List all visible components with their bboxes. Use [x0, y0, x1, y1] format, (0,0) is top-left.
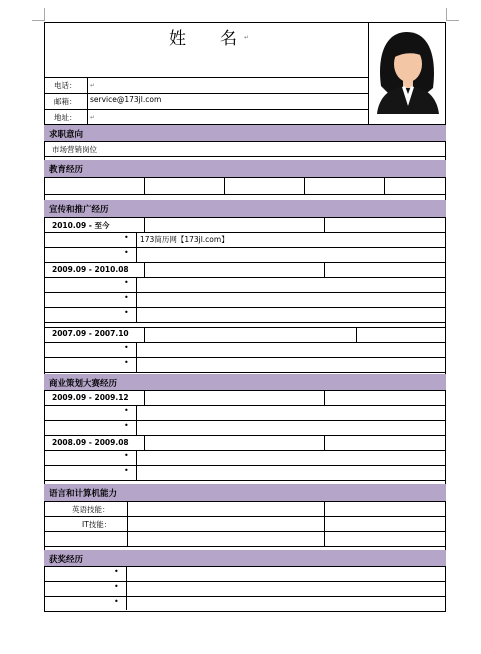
promotion-company-1[interactable]: 173简历网【173jl.com】	[140, 235, 229, 244]
return-mark-icon: ↵	[244, 34, 250, 41]
objective-value[interactable]: 市场营销岗位	[52, 145, 97, 154]
email-value[interactable]: service@173jl.com	[90, 95, 162, 104]
section-education: 教育经历	[44, 160, 446, 177]
section-promotion: 宣传和推广经历	[44, 200, 446, 217]
promotion-period-3[interactable]: 2007.09 - 2007.10	[52, 329, 129, 338]
section-awards: 获奖经历	[44, 550, 446, 566]
resume-page: 姓 名 ↵ 电话： ↵ 邮箱： service@173jl.com 地址： ↵ 求职意向 市场营销岗位 教育经历 宣传和推广经历 2010.09 - 至今 • 173简历网【173jl.com】 • 2009.09 - 2010.08 • • • 2007.09 - 2007.10 • • 商业策划大赛经历 2009.09 - 2009.12 • • 2008.09 - 2009.08 • • 语言和计算机能力 英语技能： IT技能： 获奖经历 • • •	[44, 22, 446, 612]
avatar-woman-icon	[371, 26, 443, 114]
english-skill-label: 英语技能：	[72, 505, 110, 514]
promotion-period-2[interactable]: 2009.09 - 2010.08	[52, 265, 129, 274]
business-period-2[interactable]: 2008.09 - 2009.08	[52, 438, 129, 447]
crop-mark-top-left	[32, 8, 45, 21]
address-label: 地址：	[54, 113, 77, 122]
business-period-1[interactable]: 2009.09 - 2009.12	[52, 393, 129, 402]
section-skills: 语言和计算机能力	[44, 484, 446, 501]
it-skill-label: IT技能：	[82, 520, 112, 529]
section-objective: 求职意向	[44, 125, 446, 141]
phone-label: 电话：	[54, 81, 77, 90]
section-business: 商业策划大赛经历	[44, 374, 446, 390]
promotion-period-1[interactable]: 2010.09 - 至今	[52, 221, 110, 230]
email-label: 邮箱：	[54, 97, 77, 106]
name-title[interactable]: 姓 名	[169, 29, 237, 49]
crop-mark-top-right	[446, 8, 459, 21]
